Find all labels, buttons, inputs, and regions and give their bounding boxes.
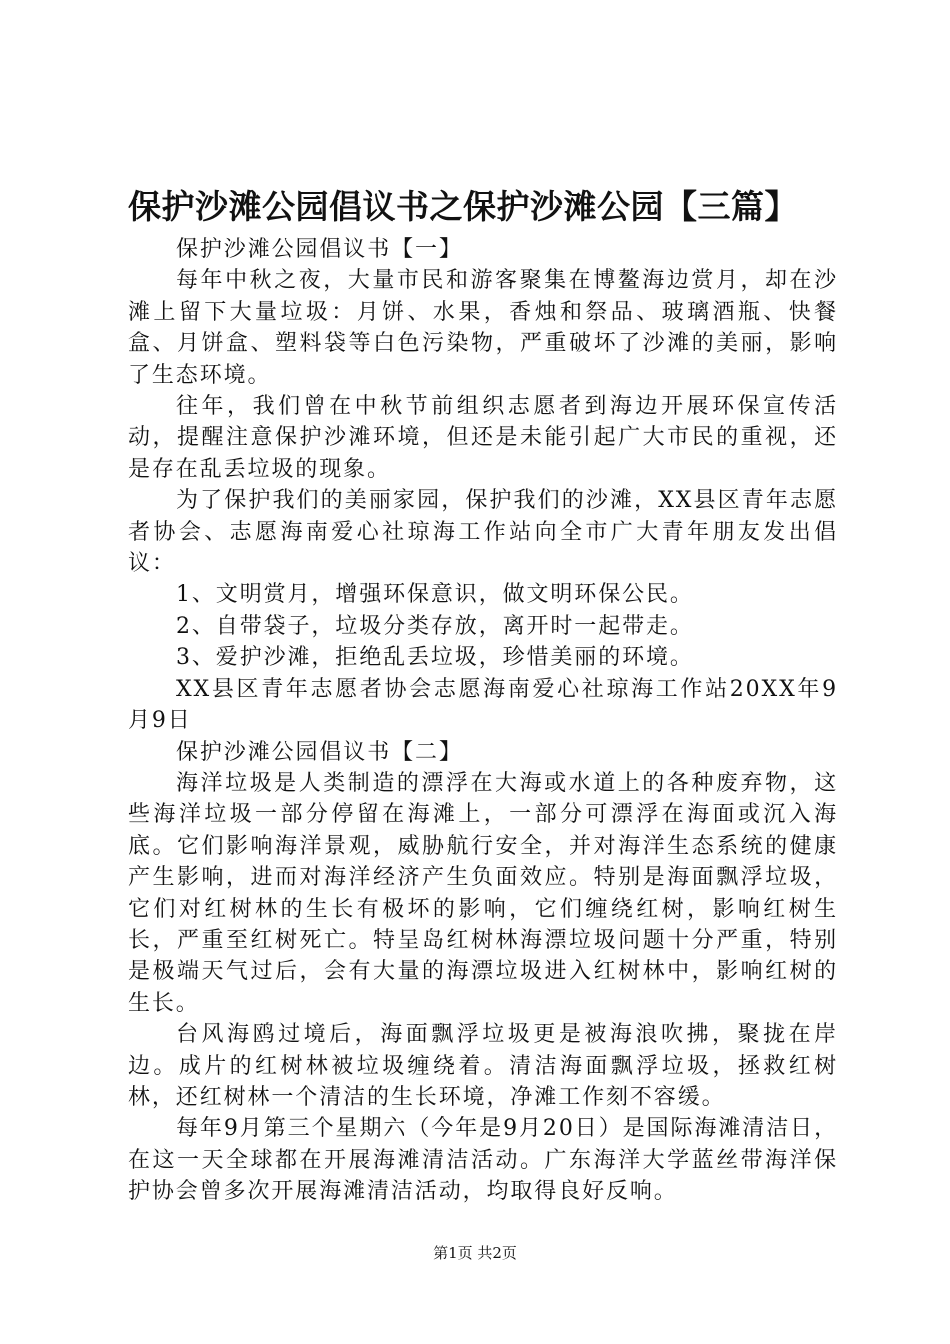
paragraph: 台风海鸥过境后，海面飘浮垃圾更是被海浪吹拂，聚拢在岸边。成片的红树林被垃圾缠绕着。清洁海面飘浮垃圾，拯救红树林，还红树林一个清洁的生长环境，净滩工作刻不容缓。 [128,1022,838,1110]
list-item: 2、自带袋子，垃圾分类存放，离开时一起带走。 [176,613,694,639]
document-title: 保护沙滩公园倡议书之保护沙滩公园【三篇】 [128,187,798,226]
section-heading-one: 保护沙滩公园倡议书【一】 [176,237,463,262]
signature-line: XX县区青年志愿者协会志愿海南爱心社琼海工作站20XX年9月9日 [128,676,838,734]
list-item: 1、文明赏月，增强环保意识，做文明环保公民。 [176,582,694,608]
page-number: 第1页 共2页 [433,1244,517,1262]
paragraph: 每年中秋之夜，大量市民和游客聚集在博鳌海边赏月，却在沙滩上留下大量垃圾：月饼、水果，香烛和祭品、玻璃酒瓶、快餐盒、月饼盒、塑料袋等白色污染物，严重破坏了沙滩的美丽，影响了生态环境。 [128,268,838,388]
paragraph: 为了保护我们的美丽家园，保护我们的沙滩，XX县区青年志愿者协会、志愿海南爱心社琼海工作站向全市广大青年朋友发出倡议： [128,488,838,577]
section-heading-two: 保护沙滩公园倡议书【二】 [176,739,463,765]
paragraph: 海洋垃圾是人类制造的漂浮在大海或水道上的各种废弃物，这些海洋垃圾一部分停留在海滩上，一部分可漂浮在海面或沉入海底。它们影响海洋景观，威胁航行安全，并对海洋生态系统的健康产生影响，进而对海洋经济产生负面效应。特别是海面飘浮垃圾，它们对红树林的生长有极坏的影响，它们缠绕红树，影响红树生长，严重至红树死亡。特呈岛红树林海漂垃圾问题十分严重，特别是极端天气过后，会有大量的海漂垃圾进入红树林中，影响红树的生长。 [128,770,838,1016]
paragraph: 每年9月第三个星期六（今年是9月20日）是国际海滩清洁日，在这一天全球都在开展海滩清洁活动。广东海洋大学蓝丝带海洋保护协会曾多次开展海滩清洁活动，均取得良好反响。 [128,1116,838,1205]
list-item: 3、爱护沙滩，拒绝乱丢垃圾，珍惜美丽的环境。 [176,645,694,671]
document-body [128,234,838,1208]
paragraph: 往年，我们曾在中秋节前组织志愿者到海边开展环保宣传活动，提醒注意保护沙滩环境，但还是未能引起广大市民的重视，还是存在乱丢垃圾的现象。 [128,394,838,482]
